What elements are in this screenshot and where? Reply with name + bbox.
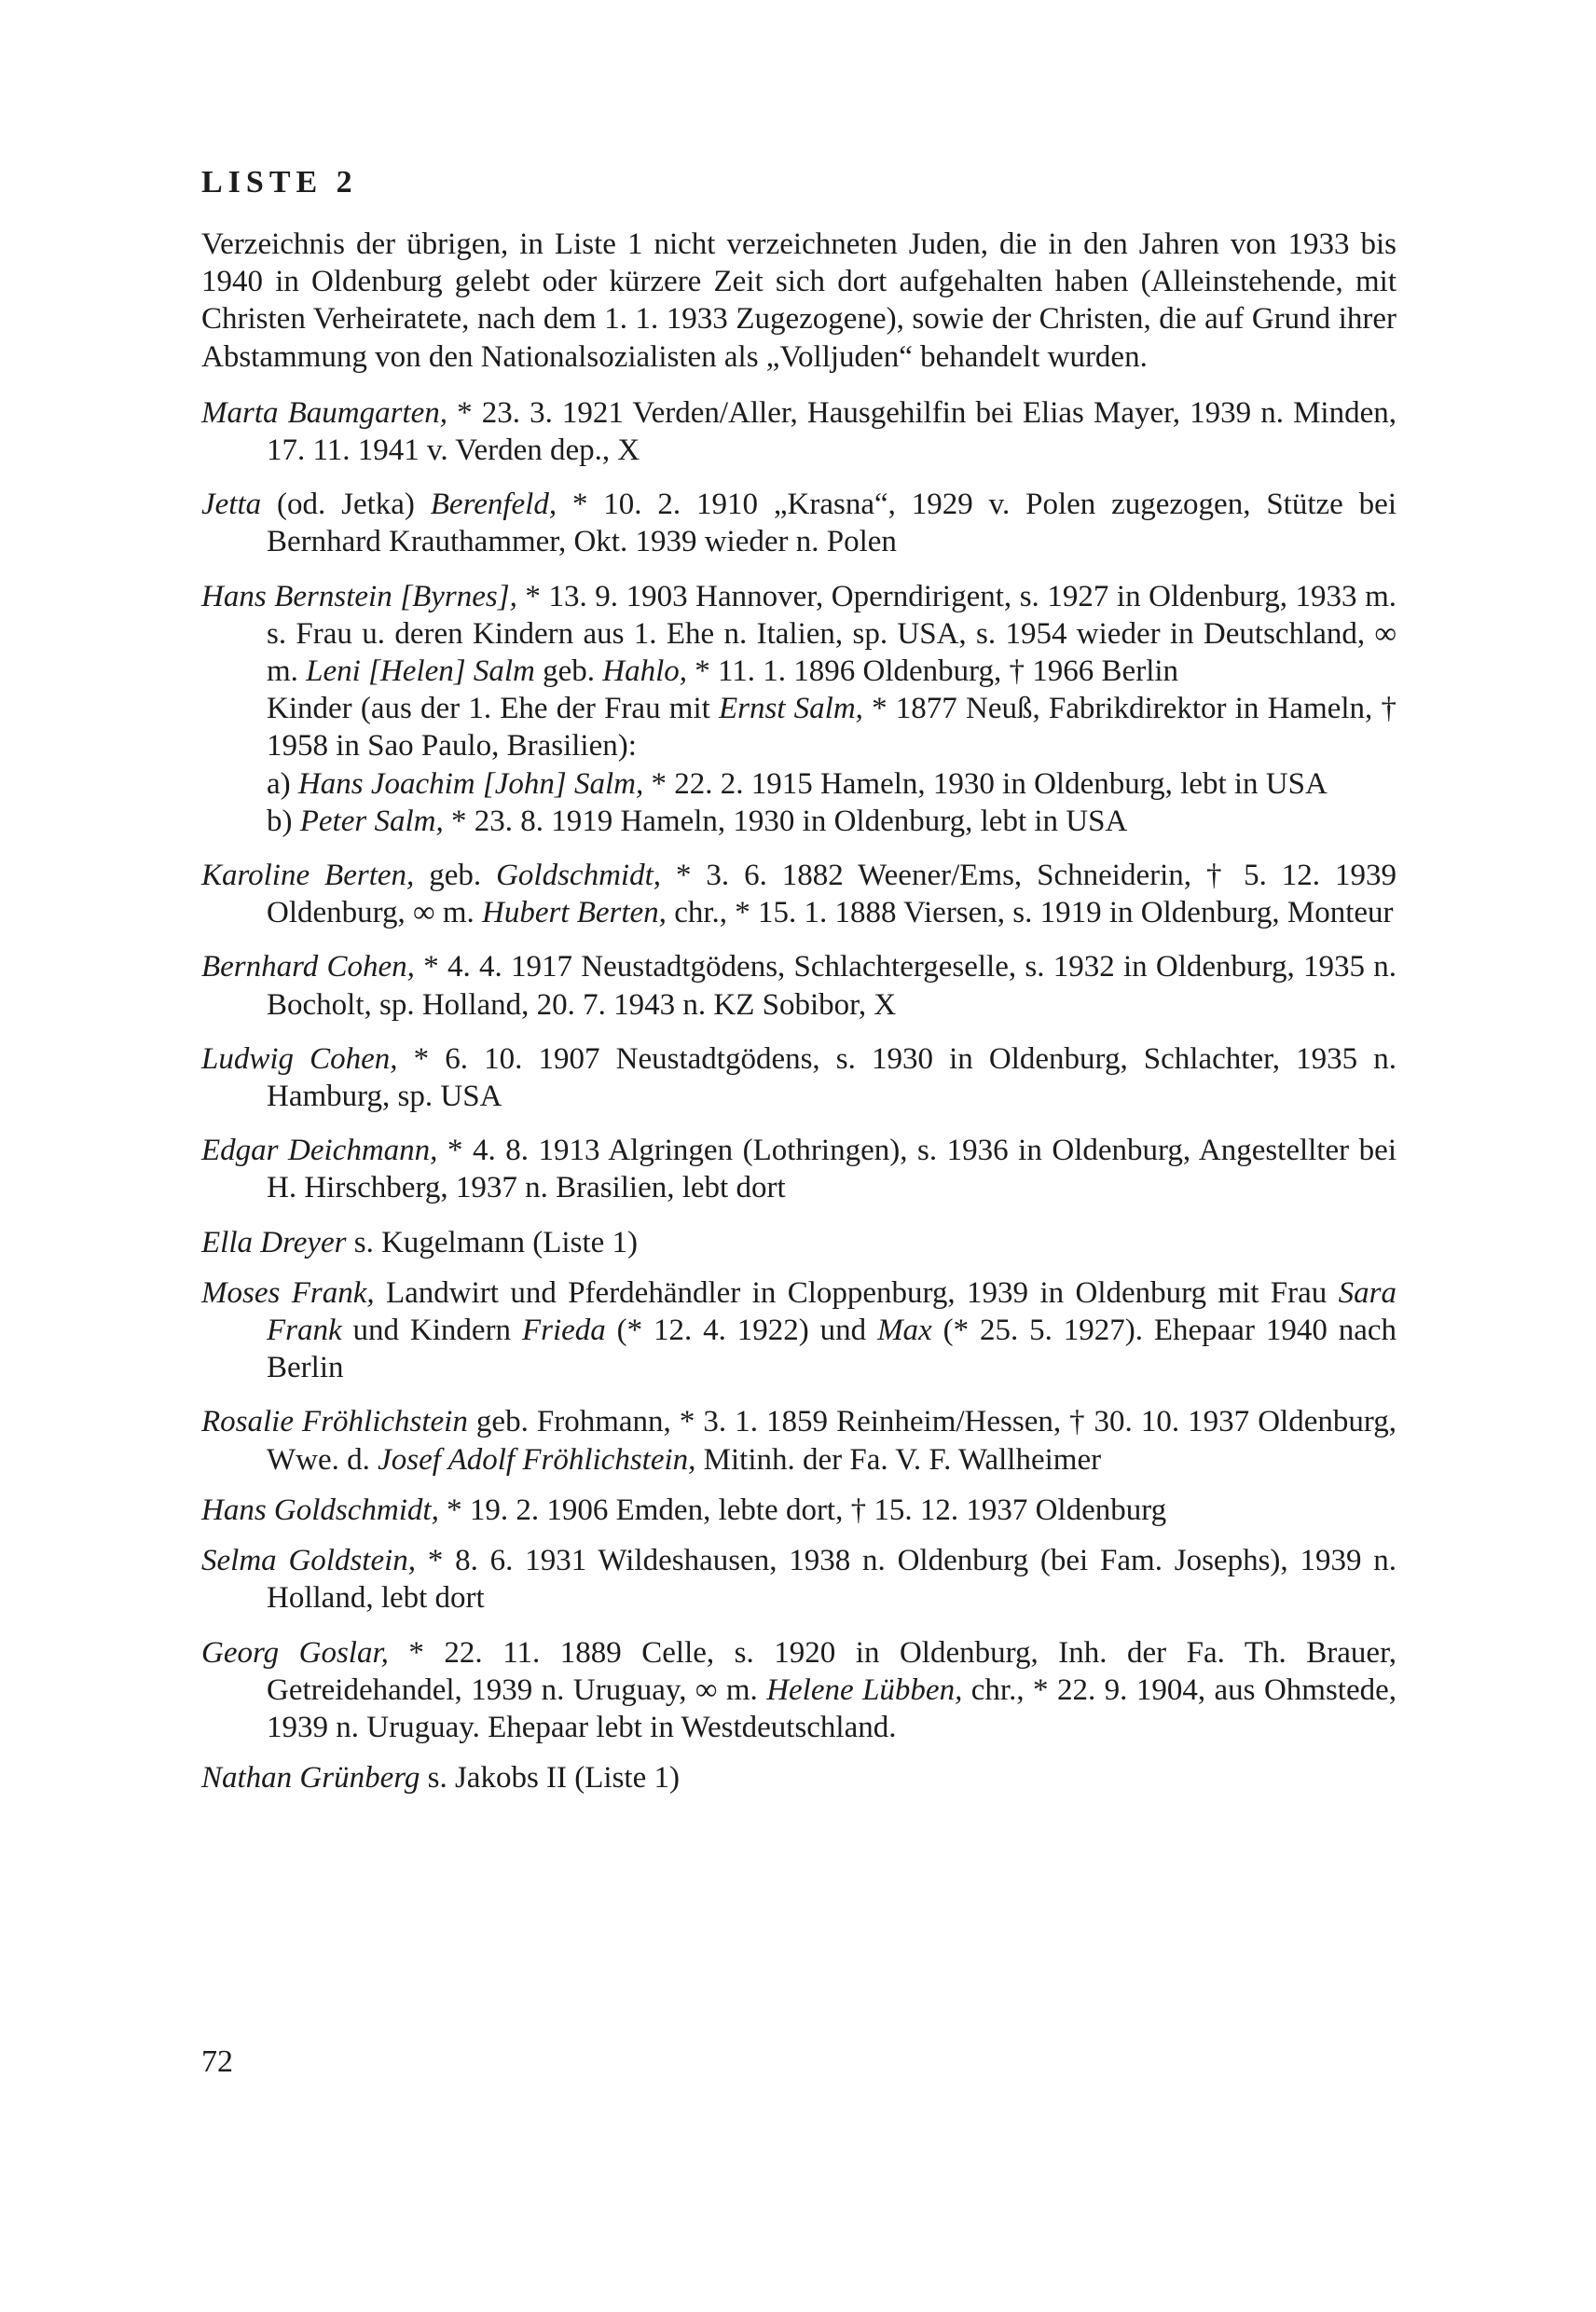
entry-gruenberg: [201, 1759, 1396, 1796]
entry-name: Bernhard Cohen,: [201, 950, 415, 984]
entry-name: Hans Goldschmidt,: [201, 1493, 439, 1527]
entry-cohen-bernhard: [201, 948, 1396, 1023]
entry-text: * 8. 6. 1931 Wildeshausen, 1938 n. Oldenburg (bei Fam. Josephs), 1939 n. Holland, lebt dort: [267, 1544, 1396, 1616]
entry-goldstein: [201, 1542, 1396, 1617]
entry-text: * 23. 3. 1921 Verden/Aller, Hausgehilfin bei Elias Mayer, 1939 n. Minden, 17. 11. 1941 v. Verden dep., X: [267, 395, 1396, 468]
intro-paragraph: Verzeichnis der übrigen, in Liste 1 nicht verzeichneten Juden, die in den Jahren von 1933 bis 1940 in Oldenburg gelebt oder kürzere Zeit sich dort aufgehalten haben (Alleinstehende, mit Christen Verheiratete, nach dem 1. 1. 1933 Zugezogene), sowie der Christen, die auf Grund ihrer Abstammung von den Nationalsozialisten als „Volljuden“ behandelt wurden.: [201, 227, 1396, 374]
spouse-name: Helene Lübben,: [766, 1672, 963, 1707]
child-text: * 22. 2. 1915 Hameln, 1930 in Oldenburg, lebt in USA: [643, 766, 1328, 801]
child-text: * 23. 8. 1919 Hameln, 1930 in Oldenburg, lebt in USA: [443, 804, 1128, 838]
entry-text: geb.: [414, 859, 497, 893]
maiden-name: Goldschmidt,: [496, 859, 661, 893]
children-text: * 1877 Neuß, Fabrikdirektor in Hameln, † 1958 in Sao Paulo, Brasilien):: [267, 692, 1396, 764]
entry-text: (od. Jetka): [261, 488, 431, 522]
entry-goldschmidt: [201, 1492, 1396, 1529]
page-content: [201, 164, 1396, 1813]
entry-berten: [201, 857, 1396, 931]
entry-text: * 4. 4. 1917 Neustadtgödens, Schlachtergeselle, s. 1932 in Oldenburg, 1935 n. Bocholt, sp. Holland, 20. 7. 1943 n. KZ Sobibor, X: [267, 950, 1396, 1022]
entry-text: * 4. 8. 1913 Algringen (Lothringen), s. 1936 in Oldenburg, Angestellter bei H. Hirschberg, 1937 n. Brasilien, lebt dort: [267, 1134, 1396, 1205]
entry-name: Georg Goslar,: [201, 1635, 389, 1670]
entry-text: * 3. 6. 1882 Weener/Ems, Schneiderin, † 5. 12. 1939 Oldenburg, ∞ m.: [267, 859, 1396, 930]
entry-goslar: [201, 1634, 1396, 1747]
child-name: Max: [877, 1314, 932, 1348]
entry-text: Mitinh. der Fa. V. F. Wallheimer: [695, 1442, 1102, 1477]
entry-text: s. Jakobs II (Liste 1): [420, 1761, 680, 1796]
entry-text: chr., * 22. 9. 1904, aus Ohmstede, 1939 n. Uruguay. Ehepaar lebt in Westdeutschland.: [267, 1672, 1397, 1744]
entry-name: Berenfeld,: [430, 488, 557, 522]
entry-text: * 6. 10. 1907 Neustadtgödens, s. 1930 in Oldenburg, Schlachter, 1935 n. Hamburg, sp. USA: [267, 1041, 1396, 1114]
maiden-name: Hahlo,: [602, 654, 687, 689]
entry-name: Jetta: [201, 488, 262, 522]
entry-name: Marta Baumgarten,: [201, 395, 448, 430]
entry-dreyer: [201, 1224, 1396, 1261]
entry-text: * 10. 2. 1910 „Krasna“, 1929 v. Polen zugezogen, Stütze bei Bernhard Krauthammer, Okt. 1939 wieder n. Polen: [267, 488, 1396, 559]
entry-name: Hans Bernstein [Byrnes],: [201, 579, 517, 613]
list-heading: LISTE 2: [201, 165, 358, 200]
child-name: Peter Salm,: [299, 804, 444, 838]
child-label: b): [267, 804, 300, 838]
page-number: 72: [201, 2044, 233, 2079]
entry-text: s. Kugelmann (Liste 1): [346, 1225, 639, 1259]
entry-name: Ella Dreyer: [201, 1225, 347, 1259]
father-name: Ernst Salm,: [718, 692, 863, 726]
entry-text: * 11. 1. 1896 Oldenburg, † 1966 Berlin: [686, 654, 1179, 689]
entry-name: Selma Goldstein,: [201, 1544, 417, 1578]
entry-text: und Kindern: [341, 1314, 522, 1348]
entry-name: Rosalie Fröhlichstein: [201, 1405, 468, 1439]
entry-text: * 13. 9. 1903 Hannover, Operndirigent, s. 1927 in Oldenburg, 1933 m. s. Frau u. deren Kindern aus 1. Ehe n. Italien, sp. USA, s. 1954 wieder in Deutschland, ∞ m.: [267, 579, 1397, 689]
entry-text: (* 25. 5. 1927). Ehepaar 1940 nach Berlin: [267, 1314, 1396, 1385]
entry-text: Landwirt und Pferdehändler in Cloppenburg, 1939 in Oldenburg mit Frau: [374, 1275, 1339, 1310]
entry-text: geb. Frohmann, * 3. 1. 1859 Reinheim/Hessen, † 30. 10. 1937 Oldenburg, Wwe. d.: [267, 1405, 1396, 1477]
entry-text: geb.: [534, 654, 603, 689]
child-a: [201, 765, 1396, 803]
entry-frank: [201, 1274, 1396, 1387]
entry-main: [201, 578, 1396, 691]
children-intro: [201, 690, 1396, 764]
entry-name: Karoline Berten,: [201, 859, 415, 893]
entry-name: Edgar Deichmann,: [201, 1134, 438, 1168]
entry-bernstein: [201, 578, 1396, 840]
entry-text: * 22. 11. 1889 Celle, s. 1920 in Oldenburg, Inh. der Fa. Th. Brauer, Getreidehandel, 1939 n. Uruguay, ∞ m.: [267, 1635, 1396, 1707]
entry-baumgarten: [201, 394, 1396, 469]
spouse-name: Josef Adolf Fröhlichstein,: [378, 1442, 696, 1477]
child-name: Frieda: [521, 1314, 606, 1348]
entry-text: * 19. 2. 1906 Emden, lebte dort, † 15. 12. 1937 Oldenburg: [438, 1493, 1167, 1527]
child-b: [201, 803, 1396, 840]
spouse-name: Sara Frank: [267, 1275, 1397, 1348]
entry-text: chr., * 15. 1. 1888 Viersen, s. 1919 in Oldenburg, Monteur: [666, 896, 1394, 930]
entry-name: Nathan Grünberg: [201, 1761, 420, 1796]
entry-deichmann: [201, 1132, 1396, 1206]
entry-text: (* 12. 4. 1922) und: [605, 1314, 878, 1348]
spouse-name: Leni [Helen] Salm: [306, 654, 535, 689]
entry-name: Ludwig Cohen,: [201, 1041, 398, 1076]
child-name: Hans Joachim [John] Salm,: [297, 766, 644, 801]
children-text: Kinder (aus der 1. Ehe der Frau mit: [267, 692, 719, 726]
entry-name: Moses Frank,: [201, 1275, 375, 1310]
entry-cohen-ludwig: [201, 1040, 1396, 1115]
entry-froehlichstein: [201, 1403, 1396, 1478]
spouse-name: Hubert Berten,: [481, 896, 667, 930]
child-label: a): [267, 766, 298, 801]
entry-berenfeld: [201, 486, 1396, 560]
